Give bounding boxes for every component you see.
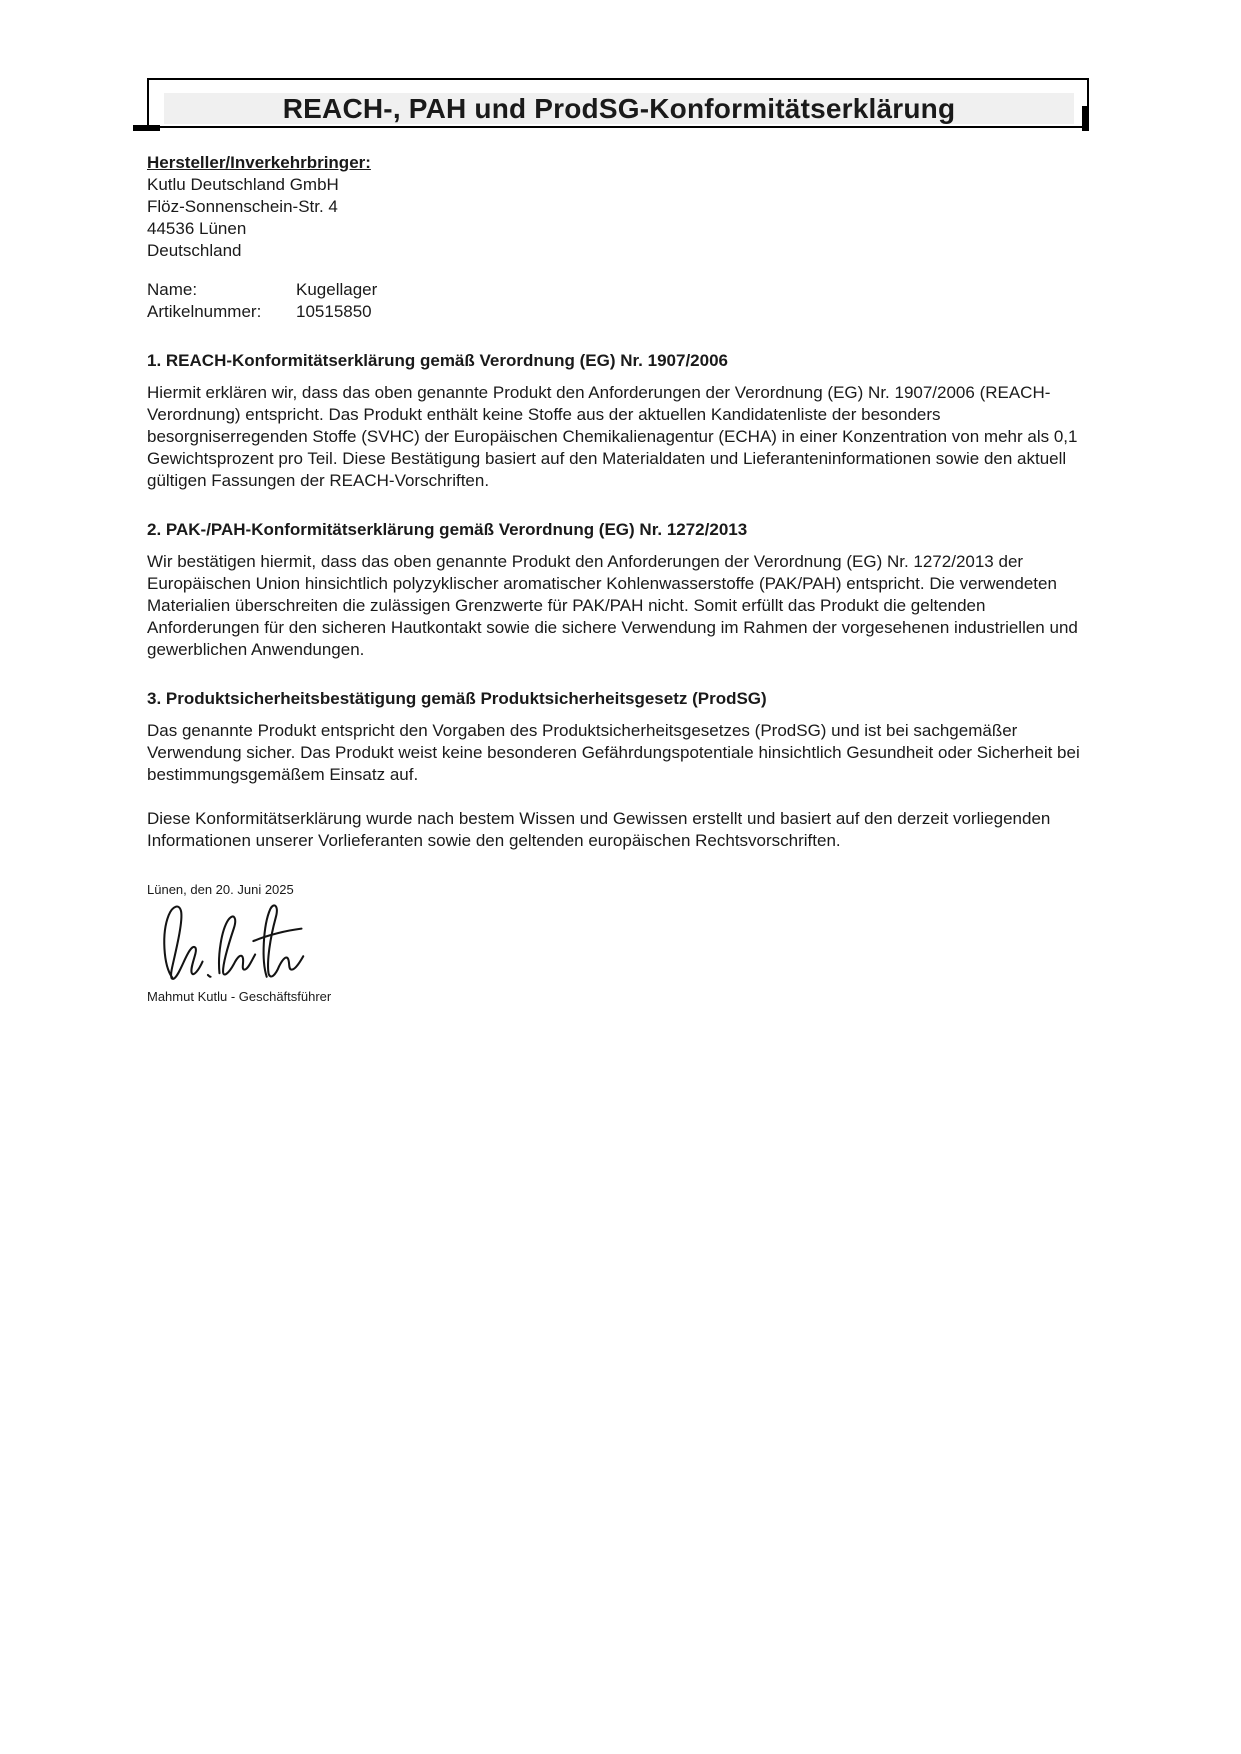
- product-article-label: Artikelnummer:: [147, 302, 262, 321]
- section-reach-heading: 1. REACH-Konformitätserklärung gemäß Verordnung (EG) Nr. 1907/2006: [147, 351, 728, 370]
- manufacturer-label: Hersteller/Inverkehrbringer:: [147, 153, 371, 172]
- manufacturer-company: Kutlu Deutschland GmbH: [147, 175, 339, 194]
- section-pak-pah: [147, 519, 1089, 661]
- product-article-value: 10515850: [296, 302, 372, 321]
- manufacturer-country: Deutschland: [147, 241, 242, 260]
- section-prodsg-body: Das genannte Produkt entspricht den Vorgaben des Produktsicherheitsgesetzes (ProdSG) und ist bei sachgemäßer Verwendung sicher. Das Produkt weist keine besonderen Gefährdungspotentiale hinsichtlich Gesundheit oder Sicherheit bei bestimmungsgemäßem Einsatz auf.: [147, 721, 1080, 784]
- section-pak-pah-heading: 2. PAK-/PAH-Konformitätserklärung gemäß Verordnung (EG) Nr. 1272/2013: [147, 520, 748, 539]
- signer-name: Mahmut Kutlu - Geschäftsführer: [147, 989, 332, 1004]
- document-title-background: [164, 93, 1074, 124]
- section-reach-body: Hiermit erklären wir, dass das oben genannte Produkt den Anforderungen der Verordnung (EG) Nr. 1907/2006 (REACH-Verordnung) entspricht. Das Produkt enthält keine Stoffe aus der aktuellen Kandidatenliste der besonders besorgniserregenden Stoffe (SVHC) der Europäischen Chemikalienagentur (ECHA) in einer Konzentration von mehr als 0,1 Gewichtsprozent pro Teil. Diese Bestätigung basiert auf den Materialdaten und Lieferanteninformationen sowie den aktuell gültigen Fassungen der REACH-Vorschriften.: [147, 383, 1078, 490]
- section-pak-pah-body: Wir bestätigen hiermit, dass das oben genannte Produkt den Anforderungen der Verordnung (EG) Nr. 1272/2013 der Europäischen Union hinsichtlich polyzyklischer aromatischer Kohlenwasserstoffe (PAK/PAH) entspricht. Die verwendeten Materialien überschreiten die zulässigen Grenzwerte für PAK/PAH nicht. Somit erfüllt das Produkt die geltenden Anforderungen für den sicheren Hautkontakt sowie die sichere Verwendung im Rahmen der vorgesehenen industriellen und gewerblichen Anwendungen.: [147, 552, 1078, 659]
- document-title: REACH-, PAH und ProdSG-Konformitätserklärung: [282, 92, 956, 124]
- product-info-block: [147, 279, 1094, 323]
- document-content: [147, 350, 1089, 1005]
- manufacturer-city: 44536 Lünen: [147, 219, 247, 238]
- closing-statement: Diese Konformitätserklärung wurde nach bestem Wissen und Gewissen erstellt und basiert auf den derzeit vorliegenden Informationen unserer Vorlieferanten sowie den geltenden europäischen Rechtsvorschriften.: [147, 809, 1051, 850]
- product-name-value: Kugellager: [296, 280, 378, 299]
- section-reach: [147, 350, 1089, 492]
- frame-mark-bottom-left: [133, 125, 160, 131]
- document-title-frame: [147, 78, 1089, 128]
- place-date: Lünen, den 20. Juni 2025: [147, 882, 294, 897]
- handwritten-signature-icon: [153, 901, 343, 983]
- product-name-label: Name:: [147, 280, 198, 299]
- manufacturer-street: Flöz-Sonnenschein-Str. 4: [147, 197, 338, 216]
- section-prodsg-heading: 3. Produktsicherheitsbestätigung gemäß Produktsicherheitsgesetz (ProdSG): [147, 689, 767, 708]
- product-article-row: [147, 301, 1094, 323]
- product-name-row: [147, 279, 1094, 301]
- frame-mark-bottom-right: [1082, 106, 1089, 131]
- section-prodsg: [147, 688, 1089, 786]
- signature-block: [147, 882, 1089, 1005]
- manufacturer-block: [147, 152, 1094, 262]
